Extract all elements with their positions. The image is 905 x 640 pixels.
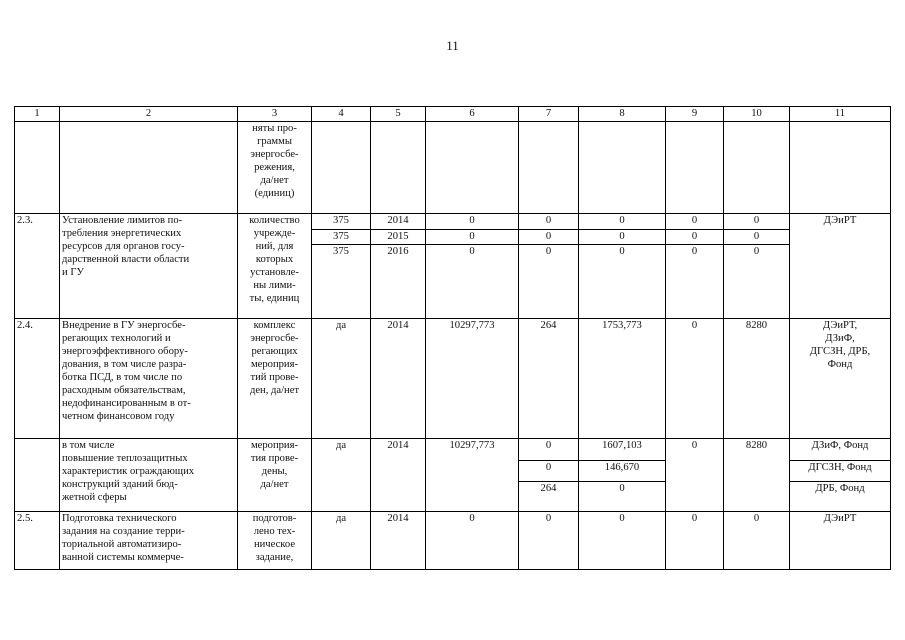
amount-cell: 0 [579, 214, 666, 230]
amount-cell: 0 [579, 482, 666, 512]
amount-cell: 8280 [724, 319, 790, 439]
column-header: 8 [579, 107, 666, 122]
amount-cell: 0 [724, 245, 790, 319]
amount-cell: 0 [724, 512, 790, 570]
indicator-cell: комплекс энергосбе- регающих мероприя- тий прове- ден, да/нет [238, 319, 312, 439]
executor-cell: ДРБ, Фонд [790, 482, 891, 512]
column-header: 11 [790, 107, 891, 122]
amount-cell: 0 [666, 245, 724, 319]
value-cell: 375 [312, 229, 371, 245]
amount-cell: 1607,103 [579, 439, 666, 461]
amount-cell: 0 [666, 229, 724, 245]
amount-cell: 0 [666, 319, 724, 439]
year-cell: 2014 [371, 214, 426, 230]
executor-cell: ДЗиФ, Фонд [790, 439, 891, 461]
year-cell: 2014 [371, 512, 426, 570]
amount-cell: 0 [519, 245, 579, 319]
indicator-cell: количество учрежде- ний, для которых установле- ны лими- ты, единиц [238, 214, 312, 319]
amount-cell: 10297,773 [426, 319, 519, 439]
value-cell: да [312, 439, 371, 512]
amount-cell: 8280 [724, 439, 790, 512]
amount-cell: 0 [666, 439, 724, 512]
column-header: 3 [238, 107, 312, 122]
amount-cell: 264 [519, 482, 579, 512]
indicator-cell: подготов- лено тех- ническое задание, [238, 512, 312, 570]
column-header: 1 [15, 107, 60, 122]
row-name: Подготовка технического задания на создание терри- ториальной автоматизиро- ванной системы коммерче- [60, 512, 238, 570]
table-row-continuation [15, 122, 891, 214]
row-number: 2.3. [15, 214, 60, 319]
amount-cell: 0 [426, 512, 519, 570]
amount-cell: 0 [426, 229, 519, 245]
amount-cell: 0 [426, 214, 519, 230]
amount-cell: 0 [519, 461, 579, 482]
executor-cell: ДГСЗН, Фонд [790, 461, 891, 482]
table-header-row [15, 107, 891, 122]
year-cell: 2014 [371, 439, 426, 512]
executor-cell: ДЭиРТ [790, 512, 891, 570]
executor-cell: ДЭиРТ, ДЗиФ, ДГСЗН, ДРБ, Фонд [790, 319, 891, 439]
table-row-2-3 [15, 214, 891, 230]
value-cell: 375 [312, 245, 371, 319]
year-cell: 2015 [371, 229, 426, 245]
row-number: 2.4. [15, 319, 60, 439]
amount-cell: 0 [724, 229, 790, 245]
amount-cell: 0 [666, 214, 724, 230]
amount-cell: 0 [579, 245, 666, 319]
row-number: 2.5. [15, 512, 60, 570]
amount-cell: 0 [519, 439, 579, 461]
table-row-including [15, 439, 891, 461]
table-row-2-5 [15, 512, 891, 570]
amount-cell: 0 [519, 229, 579, 245]
column-header: 4 [312, 107, 371, 122]
amount-cell: 146,670 [579, 461, 666, 482]
column-header: 9 [666, 107, 724, 122]
amount-cell: 10297,773 [426, 439, 519, 512]
amount-cell: 0 [519, 512, 579, 570]
column-header: 7 [519, 107, 579, 122]
page-number: 11 [446, 38, 459, 53]
amount-cell: 0 [666, 512, 724, 570]
column-header: 6 [426, 107, 519, 122]
row-name: Установление лимитов по- требления энергетических ресурсов для органов госу- дарственной власти области и ГУ [60, 214, 238, 319]
amount-cell: 0 [426, 245, 519, 319]
indicator-cell: мероприя- тия прове- дены, да/нет [238, 439, 312, 512]
column-header: 2 [60, 107, 238, 122]
amount-cell: 264 [519, 319, 579, 439]
amount-cell: 1753,773 [579, 319, 666, 439]
row-name: в том числе повышение теплозащитных характеристик ограждающих конструкций зданий бюд- жетной сферы [60, 439, 238, 512]
column-header: 10 [724, 107, 790, 122]
table-row-2-4 [15, 319, 891, 439]
year-cell: 2016 [371, 245, 426, 319]
program-table [14, 106, 891, 570]
amount-cell: 0 [724, 214, 790, 230]
value-cell: да [312, 319, 371, 439]
row-name: Внедрение в ГУ энергосбе- регающих технологий и энергоэффективного обору- дования, в том числе разра- ботка ПСД, в том числе по расходным обязательствам, недофинансированным в от- четном финансовом году [60, 319, 238, 439]
amount-cell: 0 [579, 512, 666, 570]
column-header: 5 [371, 107, 426, 122]
executor-cell: ДЭиРТ [790, 214, 891, 319]
year-cell: 2014 [371, 319, 426, 439]
value-cell: 375 [312, 214, 371, 230]
amount-cell: 0 [579, 229, 666, 245]
amount-cell: 0 [519, 214, 579, 230]
value-cell: да [312, 512, 371, 570]
indicator-cell: няты про- граммы энергосбе- режения, да/нет (единиц) [238, 122, 312, 214]
